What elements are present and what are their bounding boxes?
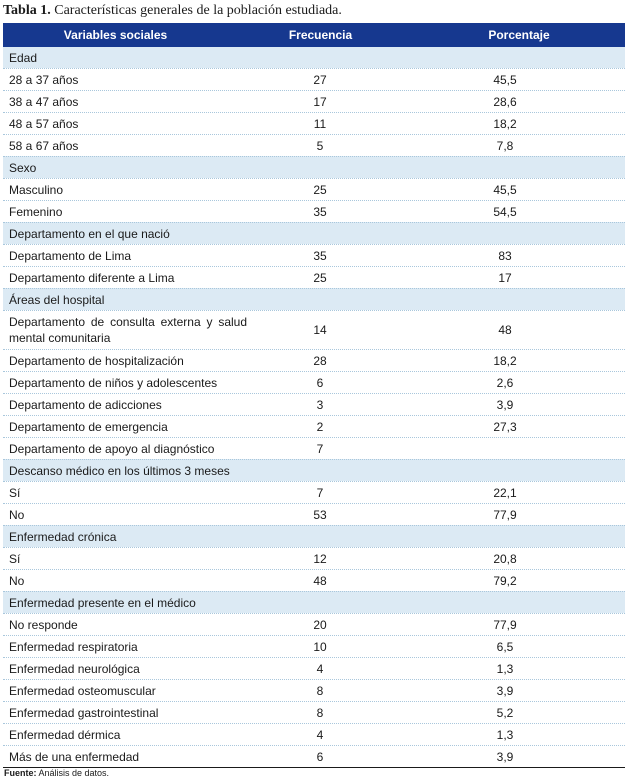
- table-caption: [3, 2, 342, 20]
- frecuencia-cell: 27: [313, 72, 327, 87]
- table-row: [3, 90, 625, 112]
- porcentaje-cell: 28,6: [493, 94, 517, 109]
- frecuencia-cell: 25: [313, 270, 327, 285]
- table-row: [3, 657, 625, 679]
- category-label: Descanso médico en los últimos 3 meses: [9, 463, 230, 478]
- frecuencia-cell: 4: [316, 727, 324, 742]
- frecuencia-cell: 2: [316, 419, 324, 434]
- porcentaje-cell: 48: [498, 323, 512, 337]
- frecuencia-cell: 35: [313, 248, 327, 263]
- variable-label: No: [9, 573, 25, 588]
- category-row: [3, 47, 625, 68]
- variable-label: Femenino: [9, 204, 63, 219]
- table-row: [3, 547, 625, 569]
- table-row: [3, 393, 625, 415]
- variable-label: Enfermedad gastrointestinal: [9, 705, 159, 720]
- porcentaje-cell: 1,3: [496, 727, 514, 742]
- frecuencia-cell: 3: [316, 397, 324, 412]
- table-row: [3, 701, 625, 723]
- porcentaje-cell: 22,1: [493, 485, 517, 500]
- category-label: Áreas del hospital: [9, 292, 105, 307]
- table-row: [3, 481, 625, 503]
- variable-label: Sí: [9, 485, 21, 500]
- frecuencia-cell: 4: [316, 661, 324, 676]
- table-row: [3, 679, 625, 701]
- variable-label: 38 a 47 años: [9, 94, 79, 109]
- porcentaje-cell: 54,5: [493, 204, 517, 219]
- category-row: [3, 156, 625, 178]
- frecuencia-cell: 48: [313, 573, 327, 588]
- frecuencia-cell: 53: [313, 507, 327, 522]
- variable-label: 48 a 57 años: [9, 116, 79, 131]
- porcentaje-cell: 83: [498, 248, 512, 263]
- caption-text: Características generales de la población estudiada.: [54, 3, 342, 18]
- porcentaje-cell: 7,8: [496, 138, 514, 153]
- frecuencia-cell: 7: [316, 441, 324, 456]
- category-row: [3, 459, 625, 481]
- variable-label: Departamento de adicciones: [9, 397, 162, 412]
- variable-label: Departamento de niños y adolescentes: [9, 375, 218, 390]
- category-label: Enfermedad crónica: [9, 529, 117, 544]
- porcentaje-cell: 1,3: [496, 661, 514, 676]
- porcentaje-cell: 2,6: [496, 375, 514, 390]
- table-row: [3, 244, 625, 266]
- table-row: [3, 613, 625, 635]
- variable-label: Departamento de emergencia: [9, 419, 168, 434]
- table-row: [3, 745, 625, 767]
- category-row: [3, 591, 625, 613]
- table-row: [3, 635, 625, 657]
- porcentaje-cell: 77,9: [493, 507, 517, 522]
- variable-label: Más de una enfermedad: [9, 749, 140, 764]
- porcentaje-cell: 77,9: [493, 617, 517, 632]
- variable-label: Enfermedad neurológica: [9, 661, 140, 676]
- source-text: Análisis de datos.: [38, 768, 110, 778]
- category-label: Enfermedad presente en el médico: [9, 595, 196, 610]
- table-row: [3, 200, 625, 222]
- table-header: [3, 23, 625, 47]
- category-row: [3, 525, 625, 547]
- variable-label: Enfermedad respiratoria: [9, 639, 138, 654]
- porcentaje-cell: 17: [498, 270, 512, 285]
- variable-label: Departamento de Lima: [9, 248, 132, 263]
- frecuencia-cell: 5: [316, 138, 324, 153]
- porcentaje-cell: 3,9: [496, 683, 514, 698]
- variable-label: Departamento de apoyo al diagnóstico: [9, 441, 215, 456]
- frecuencia-cell: 25: [313, 182, 327, 197]
- table-row: [3, 266, 625, 288]
- category-label: Sexo: [9, 160, 37, 175]
- variable-label: No responde: [9, 617, 78, 632]
- variable-label: No: [9, 507, 25, 522]
- porcentaje-cell: 20,8: [493, 551, 517, 566]
- source-label: Fuente:: [4, 768, 37, 778]
- variable-label: 28 a 37 años: [9, 72, 79, 87]
- porcentaje-cell: 45,5: [493, 182, 517, 197]
- table-body: [3, 47, 625, 767]
- frecuencia-cell: 10: [313, 639, 327, 654]
- frecuencia-cell: 20: [313, 617, 327, 632]
- table-row: [3, 723, 625, 745]
- variable-label: Departamento diferente a Lima: [9, 270, 175, 285]
- table-source: [4, 768, 109, 778]
- frecuencia-cell: 7: [316, 485, 324, 500]
- porcentaje-cell: 18,2: [493, 353, 517, 368]
- table-row: [3, 415, 625, 437]
- porcentaje-cell: 5,2: [496, 705, 514, 720]
- porcentaje-cell: 6,5: [496, 639, 514, 654]
- table-row: [3, 349, 625, 371]
- frecuencia-cell: 8: [316, 705, 324, 720]
- frecuencia-cell: 35: [313, 204, 327, 219]
- variable-label: Sí: [9, 551, 21, 566]
- variable-label: 58 a 67 años: [9, 138, 79, 153]
- category-label: Departamento en el que nació: [9, 226, 170, 241]
- table-row: [3, 178, 625, 200]
- table-row: [3, 437, 625, 459]
- header-frecuencia: Frecuencia: [288, 28, 353, 42]
- frecuencia-cell: 17: [313, 94, 327, 109]
- header-porcentaje: Porcentaje: [488, 28, 550, 42]
- porcentaje-cell: 3,9: [496, 749, 514, 764]
- frecuencia-cell: 11: [313, 116, 327, 131]
- variable-label: Enfermedad osteomuscular: [9, 683, 156, 698]
- frecuencia-cell: 14: [313, 323, 327, 337]
- frecuencia-cell: 6: [316, 375, 324, 390]
- category-row: [3, 222, 625, 244]
- table-row: [3, 503, 625, 525]
- frecuencia-cell: 28: [313, 353, 327, 368]
- frecuencia-cell: 8: [316, 683, 324, 698]
- table-row: [3, 112, 625, 134]
- table-row: [3, 310, 625, 349]
- porcentaje-cell: 3,9: [496, 397, 514, 412]
- variable-label: Departamento de hospitalización: [9, 353, 184, 368]
- porcentaje-cell: 45,5: [493, 72, 517, 87]
- porcentaje-cell: 18,2: [493, 116, 517, 131]
- caption-label: Tabla 1.: [3, 3, 51, 18]
- table-row: [3, 371, 625, 393]
- frecuencia-cell: 6: [316, 749, 324, 764]
- table-row: [3, 134, 625, 156]
- category-row: [3, 288, 625, 310]
- frecuencia-cell: 12: [313, 551, 327, 566]
- table-row: [3, 68, 625, 90]
- variable-label: Departamento de consulta externa y salud mental comunitaria: [9, 315, 247, 345]
- variable-label: Masculino: [9, 182, 64, 197]
- header-variables: Variables sociales: [63, 28, 168, 42]
- porcentaje-cell: 79,2: [493, 573, 517, 588]
- category-label: Edad: [9, 50, 38, 65]
- data-table: [3, 23, 625, 768]
- table-row: [3, 569, 625, 591]
- porcentaje-cell: 27,3: [493, 419, 517, 434]
- variable-label: Enfermedad dérmica: [9, 727, 121, 742]
